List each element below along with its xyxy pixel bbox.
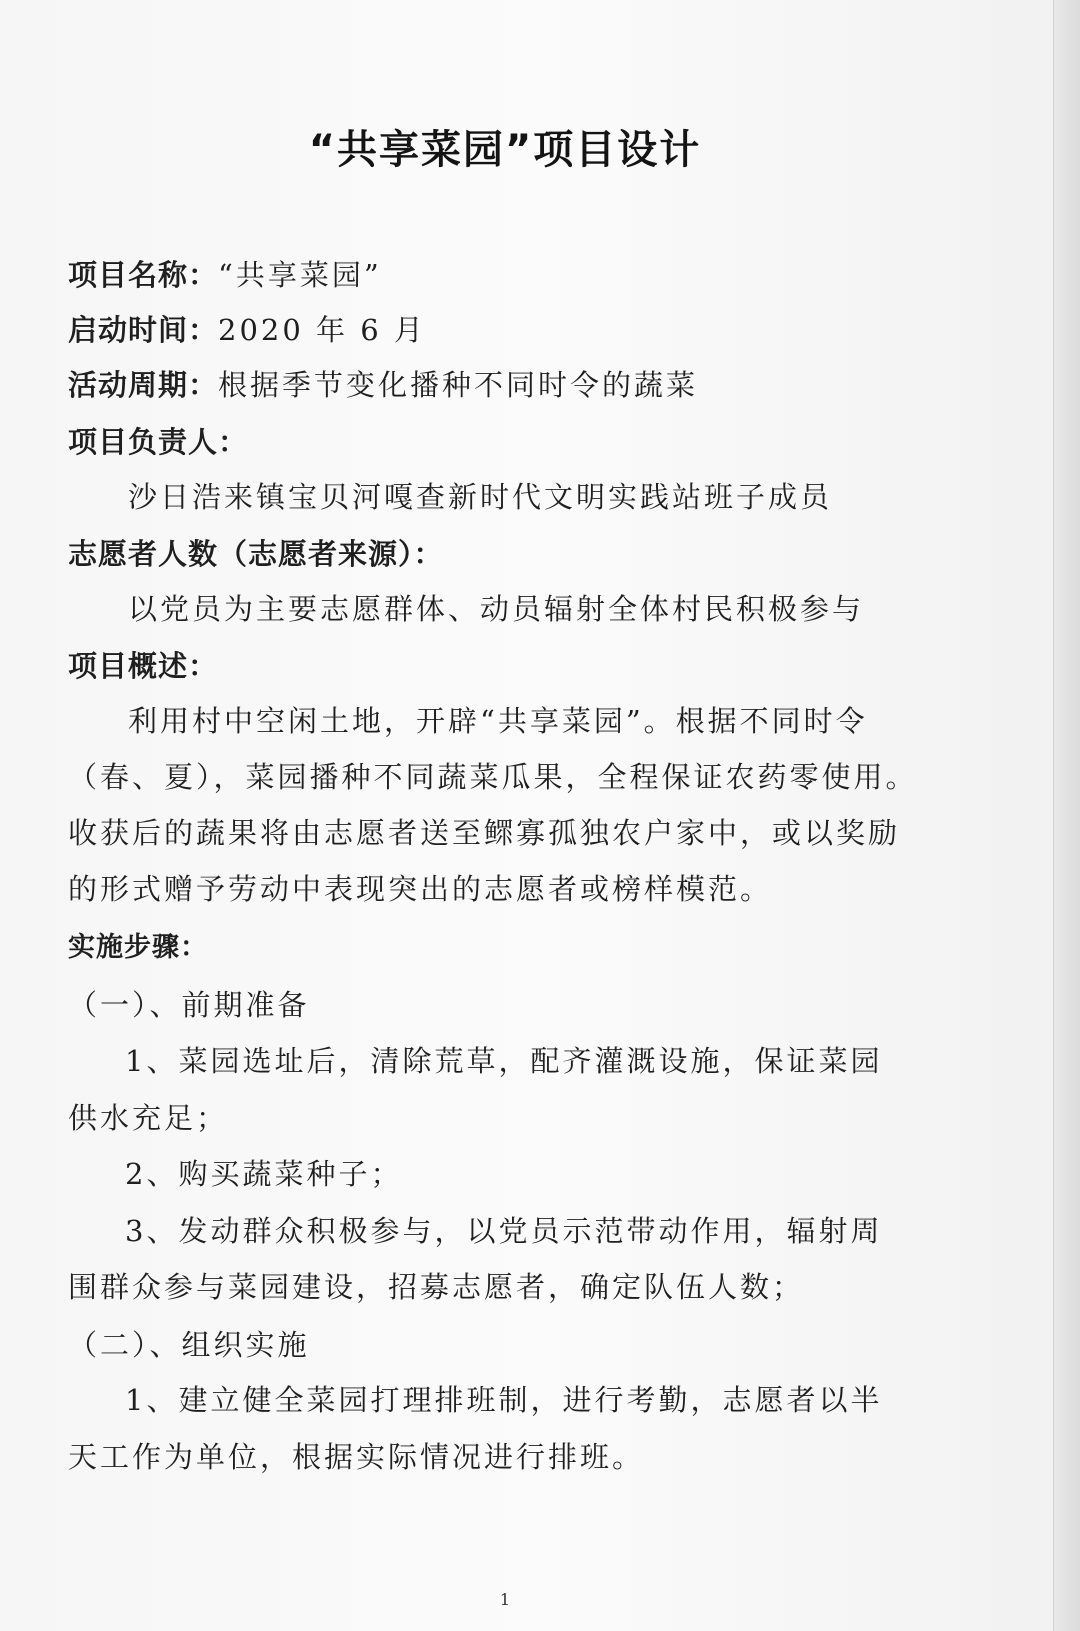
phase1-item2: 2、购买蔬菜种子；	[125, 1157, 403, 1191]
phase1-item1-cont: 供水充足；	[68, 1101, 229, 1135]
phase2-heading: （二）、组织实施	[68, 1328, 310, 1362]
activity-cycle-line	[68, 368, 698, 403]
leader-label: 项目负责人：	[68, 425, 249, 459]
overview-text-line: 的形式赠予劳动中表现突出的志愿者或榜样模范。	[68, 872, 773, 906]
start-time-label: 启动时间：	[68, 313, 219, 347]
activity-cycle-value: 根据季节变化播种不同时令的蔬菜	[218, 368, 699, 402]
volunteers-label: 志愿者人数（志愿者来源）：	[68, 537, 444, 571]
start-time-value: 2020 年 6 月	[218, 313, 426, 347]
phase1-item1: 1、菜园选址后，清除荒草，配齐灌溉设施，保证菜园	[125, 1044, 883, 1078]
volunteers-value: 以党员为主要志愿群体、动员辐射全体村民积极参与	[128, 592, 865, 626]
phase1-item3: 3、发动群众积极参与，以党员示范带动作用，辐射周	[125, 1214, 883, 1248]
overview-line	[68, 649, 218, 684]
phase1-item3-cont: 围群众参与菜园建设，招募志愿者，确定队伍人数；	[68, 1270, 805, 1304]
page-number: 1	[499, 1590, 511, 1609]
project-name-label: 项目名称：	[68, 258, 219, 292]
leader-line	[68, 425, 248, 460]
overview-text-line: （春、夏），菜园播种不同蔬菜瓜果，全程保证农药零使用。	[68, 760, 918, 794]
overview-label: 项目概述：	[68, 649, 219, 683]
leader-value: 沙日浩来镇宝贝河嘎查新时代文明实践站班子成员	[128, 480, 833, 514]
activity-cycle-label: 活动周期：	[68, 368, 219, 402]
steps-label: 实施步骤：	[68, 932, 208, 963]
project-name-value: “共享菜园”	[218, 258, 382, 292]
phase1-heading: （一）、前期准备	[68, 988, 310, 1022]
document-title: “共享菜园”项目设计	[308, 127, 702, 173]
start-time-line	[68, 313, 426, 348]
overview-text-line: 利用村中空闲土地，开辟“共享菜园”。根据不同时令	[128, 704, 868, 738]
phase2-item1: 1、建立健全菜园打理排班制，进行考勤，志愿者以半	[125, 1383, 883, 1417]
volunteers-line	[68, 537, 444, 572]
phase2-item1-cont: 天工作为单位，根据实际情况进行排班。	[68, 1440, 645, 1474]
project-name-line	[68, 258, 382, 293]
overview-text-line: 收获后的蔬果将由志愿者送至鳏寡孤独农户家中，或以奖励	[68, 816, 901, 850]
page-edge-shadow	[1053, 0, 1080, 1631]
